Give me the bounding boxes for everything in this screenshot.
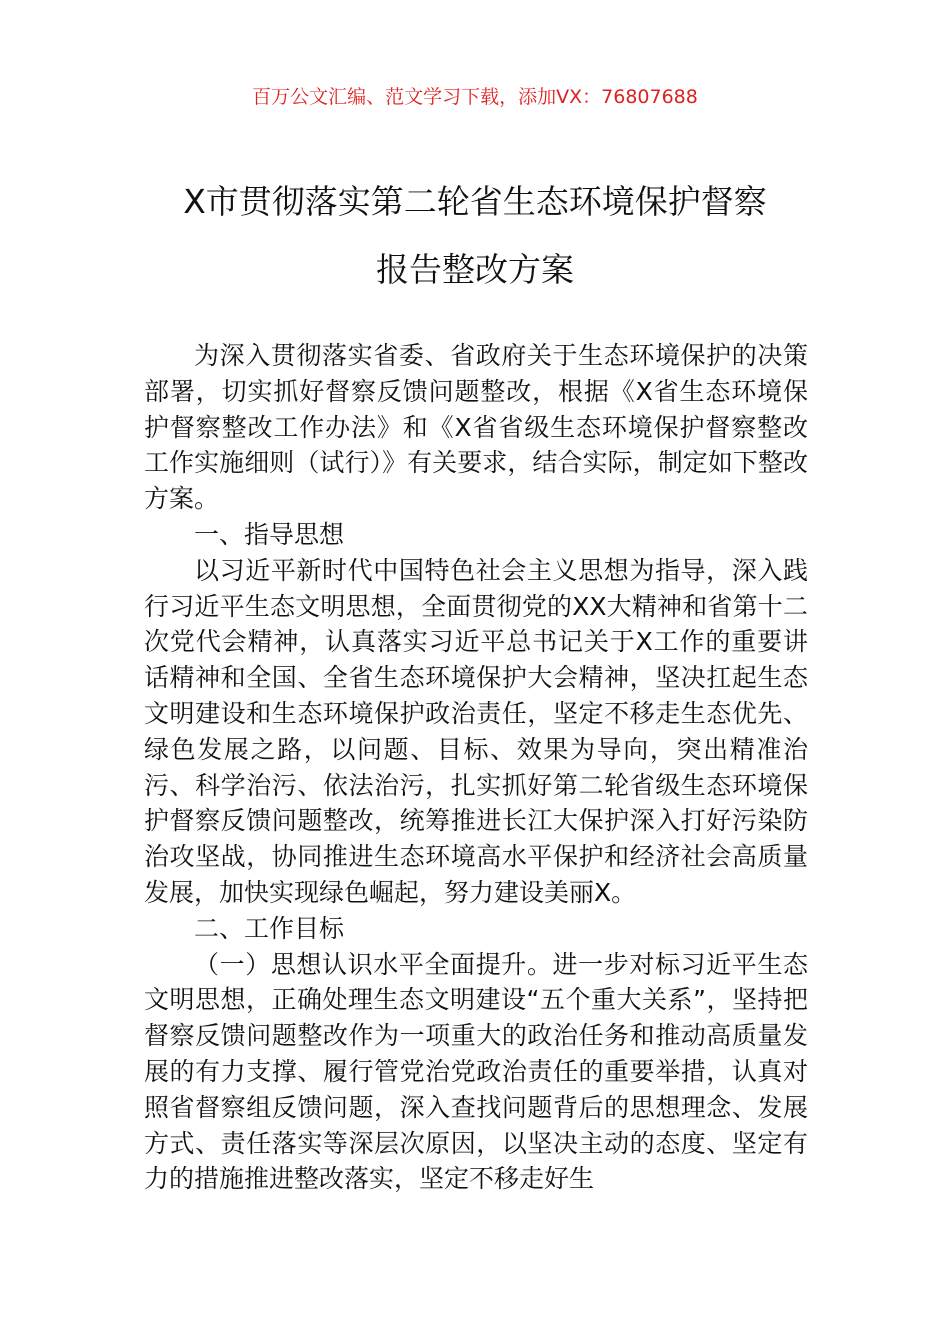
document-title-line-1: X市贯彻落实第二轮省生态环境保护督察 [183,182,767,221]
section-heading-work-goals: 二、工作目标 [194,913,345,943]
work-goal-1-paragraph: （一）思想认识水平全面提升。进一步对标习近平生态文明思想，正确处理生态文明建设“五个重大关系”，坚持把督察反馈问题整改作为一项重大的政治任务和推动高质量发展的有力支撑、履行管党治党政治责任的重要举措，认真对照省督察组反馈问题，深入查找问题背后的思想理念、发展方式、责任落实等深层次原因，以坚决主动的态度、坚定有力的措施推进整改落实，坚定不移走好生 [144,949,808,1194]
document-title-line-2: 报告整改方案 [376,250,574,289]
document-body [144,338,808,1197]
guiding-ideology-paragraph: 以习近平新时代中国特色社会主义思想为指导，深入践行习近平生态文明思想，全面贯彻党的XX大精神和省第十二次党代会精神，认真落实习近平总书记关于X工作的重要讲话精神和全国、全省生态环境保护大会精神，坚决扛起生态文明建设和生态环境保护政治责任，坚定不移走生态优先、绿色发展之路，以问题、目标、效果为导向，突出精准治污、科学治污、依法治污，扎实抓好第二轮省级生态环境保护督察反馈问题整改，统筹推进长江大保护深入打好污染防治攻坚战，协同推进生态环境高水平保护和经济社会高质量发展，加快实现绿色崛起，努力建设美丽X。 [144,555,808,907]
watermark-banner: 百万公文汇编、范文学习下载，添加VX：76807688 [252,86,698,108]
intro-paragraph: 为深入贯彻落实省委、省政府关于生态环境保护的决策部署，切实抓好督察反馈问题整改，根据《X省生态环境保护督察整改工作办法》和《X省省级生态环境保护督察整改工作实施细则（试行）》有关要求，结合实际，制定如下整改方案。 [144,341,808,514]
section-heading-guiding-ideology: 一、指导思想 [194,519,345,549]
